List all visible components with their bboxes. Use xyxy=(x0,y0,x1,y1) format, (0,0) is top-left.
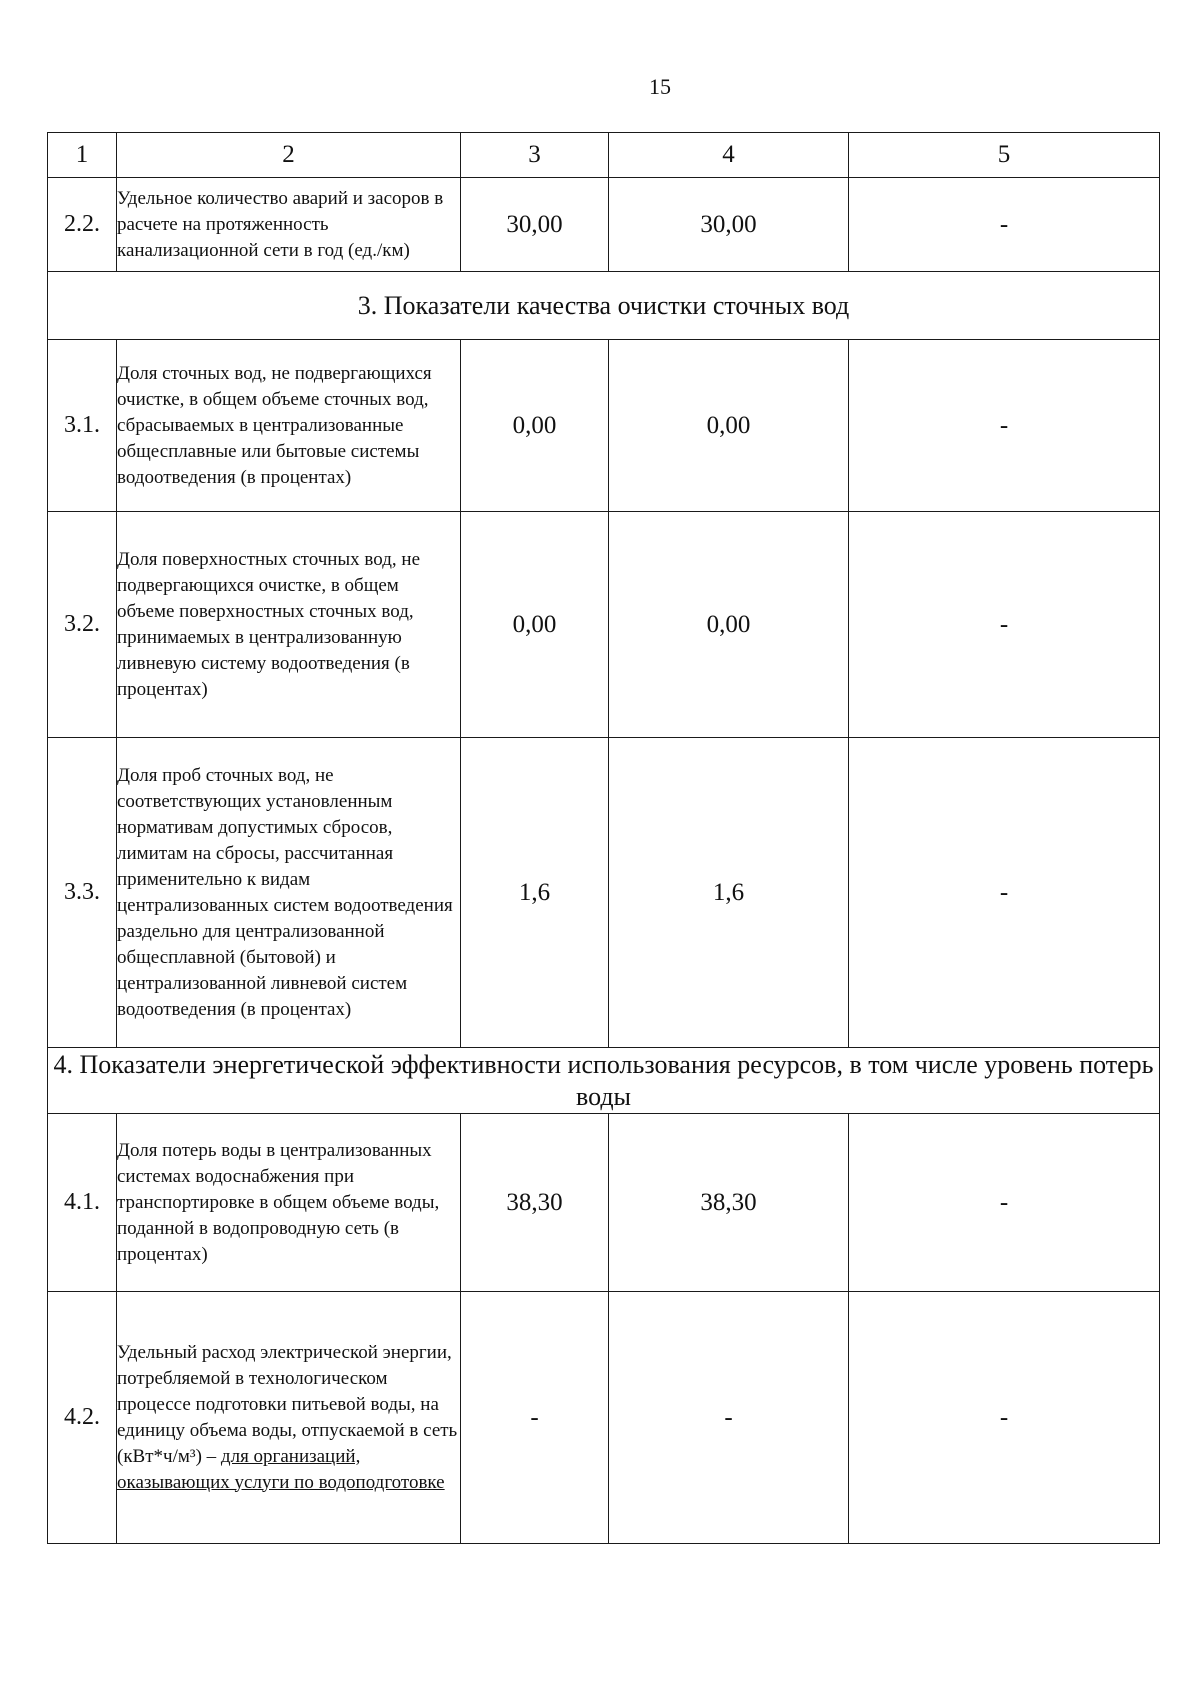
row-number: 4.2. xyxy=(48,1292,117,1544)
value-col-4: 0,00 xyxy=(609,340,849,512)
row-description xyxy=(117,1292,461,1544)
table-row-3-2 xyxy=(48,512,1160,738)
value-col-4: 30,00 xyxy=(609,178,849,272)
column-header-1: 1 xyxy=(48,133,117,178)
value-col-5: - xyxy=(849,512,1160,738)
row-description: Доля проб сточных вод, не соответствующих установленным нормативам допустимых сбросов, лимитам на сбросы, рассчитанная применительно к видам централизованных систем водоотведения раздельно для централизованной общесплавной (бытовой) и централизованной ливневой систем водоотведения (в процентах) xyxy=(117,738,461,1048)
row-description-main: Удельный расход электрической энергии, потребляемой в технологическом процессе подготовки питьевой воды, на единицу объема воды, отпускаемой в сеть (кВт*ч/м³) – xyxy=(117,1341,458,1467)
table-row-4-1 xyxy=(48,1114,1160,1292)
table-row-4-2 xyxy=(48,1292,1160,1544)
row-number: 3.3. xyxy=(48,738,117,1048)
section-row-3 xyxy=(48,272,1160,340)
row-description: Удельное количество аварий и засоров в расчете на протяженность канализационной сети в год (ед./км) xyxy=(117,178,461,272)
header-row xyxy=(48,133,1160,178)
value-col-5: - xyxy=(849,1114,1160,1292)
row-description-underlined: для организаций, оказывающих услуги по водоподготовке xyxy=(117,1445,445,1493)
value-col-4: 38,30 xyxy=(609,1114,849,1292)
row-number: 2.2. xyxy=(48,178,117,272)
section-heading: 3. Показатели качества очистки сточных вод xyxy=(48,272,1160,340)
value-col-3: 1,6 xyxy=(461,738,609,1048)
value-col-3: - xyxy=(461,1292,609,1544)
table-row-3-3 xyxy=(48,738,1160,1048)
page-number: 15 xyxy=(649,74,671,99)
row-description: Доля сточных вод, не подвергающихся очистке, в общем объеме сточных вод, сбрасываемых в централизованные общесплавные или бытовые системы водоотведения (в процентах) xyxy=(117,340,461,512)
value-col-5: - xyxy=(849,340,1160,512)
table-row-3-1 xyxy=(48,340,1160,512)
column-header-3: 3 xyxy=(461,133,609,178)
value-col-3: 30,00 xyxy=(461,178,609,272)
section-heading: 4. Показатели энергетической эффективности использования ресурсов, в том числе уровень потерь воды xyxy=(48,1048,1160,1114)
value-col-4: 0,00 xyxy=(609,512,849,738)
row-description: Доля поверхностных сточных вод, не подвергающихся очистке, в общем объеме поверхностных сточных вод, принимаемых в централизованную ливневую систему водоотведения (в процентах) xyxy=(117,512,461,738)
column-header-5: 5 xyxy=(849,133,1160,178)
value-col-3: 38,30 xyxy=(461,1114,609,1292)
value-col-5: - xyxy=(849,738,1160,1048)
table-row-2-2 xyxy=(48,178,1160,272)
column-header-4: 4 xyxy=(609,133,849,178)
indicators-table xyxy=(47,132,1160,1544)
row-number: 3.1. xyxy=(48,340,117,512)
row-number: 3.2. xyxy=(48,512,117,738)
value-col-5: - xyxy=(849,178,1160,272)
section-row-4 xyxy=(48,1048,1160,1114)
value-col-4: - xyxy=(609,1292,849,1544)
row-number: 4.1. xyxy=(48,1114,117,1292)
column-header-2: 2 xyxy=(117,133,461,178)
row-description: Доля потерь воды в централизованных системах водоснабжения при транспортировке в общем объеме воды, поданной в водопроводную сеть (в процентах) xyxy=(117,1114,461,1292)
value-col-3: 0,00 xyxy=(461,512,609,738)
value-col-4: 1,6 xyxy=(609,738,849,1048)
value-col-5: - xyxy=(849,1292,1160,1544)
value-col-3: 0,00 xyxy=(461,340,609,512)
